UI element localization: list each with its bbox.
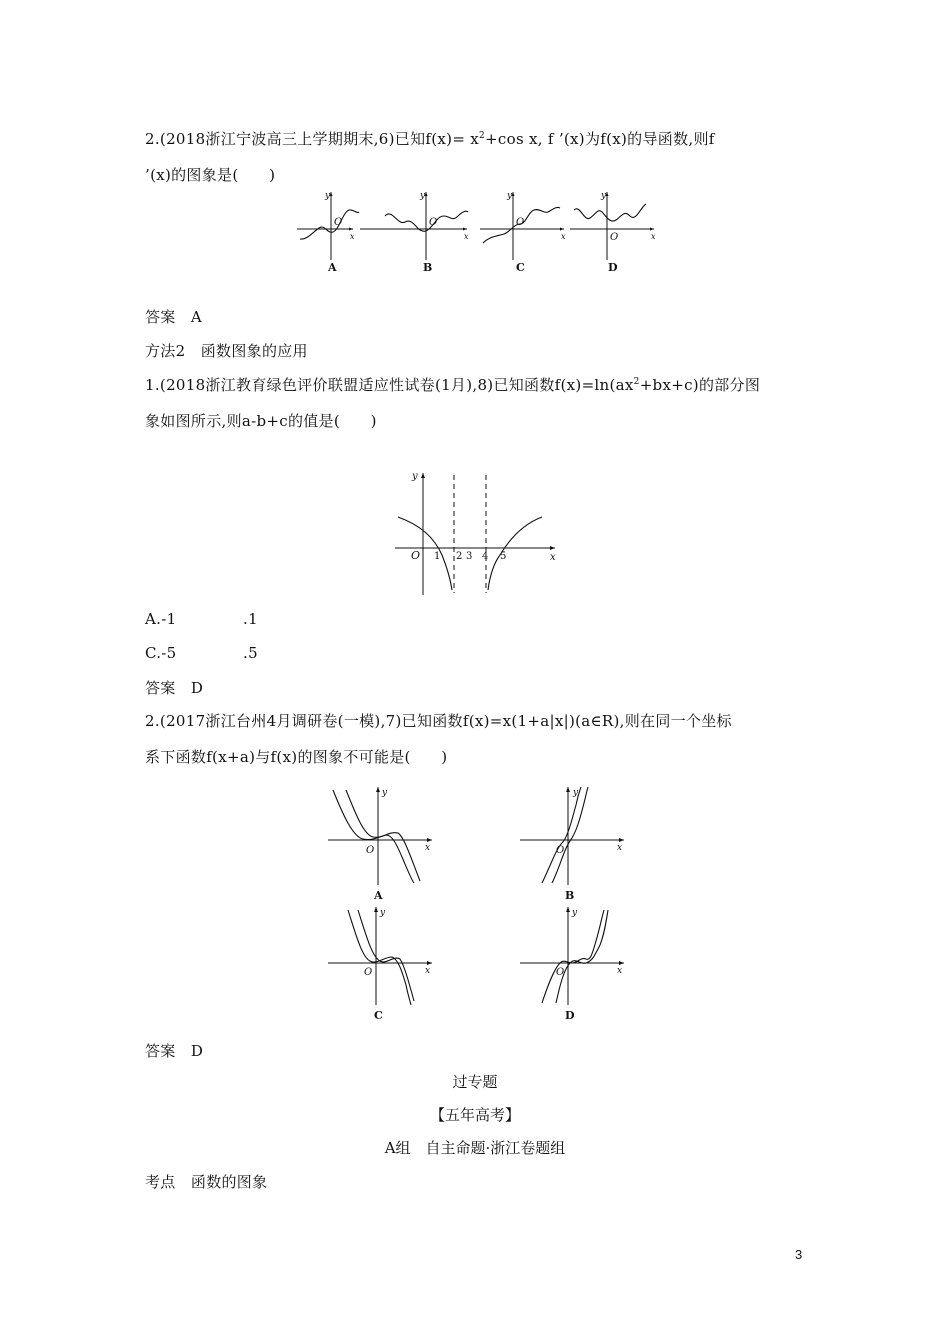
q1-graph-label: A [328, 261, 337, 274]
q3-answer: 答案 D [145, 1042, 204, 1060]
q2-answer: 答案 D [145, 679, 204, 697]
svg-text:x: x [464, 232, 469, 241]
q2-tick: 5 [500, 551, 507, 562]
q2-x-label: x [550, 552, 556, 563]
svg-text:y: y [325, 191, 331, 201]
q2-y-label: y [412, 471, 418, 482]
svg-text:O: O [610, 232, 619, 243]
q2-tick: 2 [456, 551, 463, 562]
svg-text:y: y [601, 191, 607, 201]
q2-line1: 1.(2018浙江教育绿色评价联盟适应性试卷(1月),8)已知函数$f(x)=\ln(ax^2+bx+c)$的部分图 [145, 376, 761, 394]
q2-origin: O [411, 549, 421, 562]
svg-text:x: x [617, 966, 623, 976]
svg-text:x: x [425, 843, 431, 853]
q1-graph-label: B [423, 261, 433, 274]
q1-answer: 答案 A [145, 308, 203, 326]
q2-options-row2: C.-5 .5 [145, 644, 258, 662]
svg-text:x: x [561, 232, 566, 241]
q1-line1: 2.(2018浙江宁波高三上学期期末,6)已知$f(x)= x^2+\cos$ x, f ’(x)为f(x)的导函数,则f [145, 130, 715, 148]
q2-tick: 3 [466, 551, 473, 562]
svg-text:O: O [366, 845, 375, 856]
q3-graph-c [328, 905, 438, 1025]
section-point: 考点 函数的图象 [145, 1173, 268, 1191]
section-group: A组 自主命题·浙江卷题组 [384, 1139, 566, 1157]
q3-graph-a [328, 785, 438, 905]
q3-graph-label: A [374, 889, 383, 902]
q1-graph-b [360, 188, 475, 278]
method2-title: 方法2 函数图象的应用 [145, 342, 308, 360]
q2-line2: 象如图所示,则a-b+c的值是( ) [145, 412, 377, 430]
q2-graph [390, 465, 565, 600]
q1-graph-c [480, 188, 570, 278]
svg-text:O: O [364, 967, 373, 978]
svg-text:O: O [556, 967, 565, 978]
svg-text:x: x [617, 843, 623, 853]
svg-text:y: y [380, 908, 386, 918]
q3-graph-label: D [565, 1009, 575, 1022]
svg-text:x: x [651, 232, 656, 241]
q1-graph-a [295, 188, 360, 278]
q3-line1: 2.(2017浙江台州4月调研卷(一模),7)已知函数f(x)=x(1+a|x|)(a∈R),则在同一个坐标 [145, 712, 732, 730]
q3-graph-d [520, 905, 630, 1025]
svg-text:x: x [425, 966, 431, 976]
q2-tick: 1 [434, 551, 441, 562]
page-number: 3 [795, 1247, 803, 1262]
q3-graph-label: C [374, 1009, 383, 1022]
svg-text:y: y [420, 191, 426, 201]
q3-line2: 系下函数f(x+a)与f(x)的图象不可能是( ) [145, 748, 448, 766]
svg-text:y: y [573, 788, 579, 798]
q1-graph-d [570, 188, 660, 278]
svg-text:x: x [350, 232, 355, 241]
svg-text:O: O [334, 217, 343, 228]
svg-text:O: O [516, 217, 525, 228]
svg-text:O: O [556, 845, 565, 856]
svg-text:O: O [429, 217, 438, 228]
svg-text:y: y [382, 788, 388, 798]
q1-graph-label: C [516, 261, 525, 274]
q2-tick: 4 [482, 551, 489, 562]
q3-graph-label: B [565, 889, 575, 902]
svg-text:y: y [572, 908, 578, 918]
svg-text:y: y [507, 191, 513, 201]
q1-line2: ’(x)的图象是( ) [145, 166, 276, 184]
section-title: 过专题 [452, 1073, 498, 1091]
section-subtitle: 【五年高考】 [429, 1106, 520, 1124]
q3-graph-b [520, 785, 630, 905]
q1-graph-label: D [608, 261, 618, 274]
q2-options-row1: A.-1 .1 [145, 610, 258, 628]
